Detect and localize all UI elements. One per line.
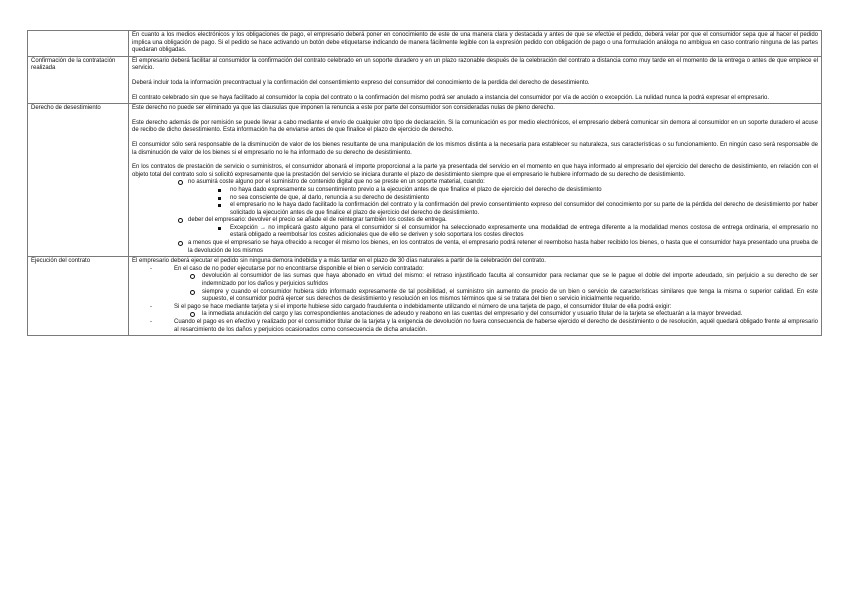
row-content xyxy=(129,104,822,257)
paragraph: El empresario deberá ejecutar el pedido sin ninguna demora indebida y a más tardar en el plazo de 30 días naturales a partir de la celebración del contrato. xyxy=(132,258,546,265)
paragraph: En cuanto a los medios electrónicos y los obligaciones de pago, el empresario deberá poner en conocimiento de este de una manera clara y destacada y antes de que se efectúe el pedido, deberá velar por que el consumidor sepa que al hacer el pedido implica una obligación de pago. Si el pedido se hace activando un botón debe etiquetarse indicando de manera fácilmente legible con la expresión pedido con obligación de pago o una formulación análoga no ambigua en caso contrario ninguna de las partes quedaran obligadas. xyxy=(132,32,818,54)
row-label: Ejecución del contrato xyxy=(28,257,129,336)
table-row xyxy=(28,257,822,336)
row-label xyxy=(28,31,129,57)
paragraph: El contrato celebrado sin que se haya facilitado al consumidor la copia del contrato o la confirmación del mismo podrá ser anulado a instancia del consumidor por vía de acción o excepción. La nulidad nunca la podrá expresar el empresario. xyxy=(132,94,770,101)
row-content xyxy=(129,31,822,57)
paragraph: El empresario deberá facilitar al consumidor la confirmación del contrato celebrado en un soporte duradero y en un plazo razonable después de la celebración del contrato a distancia como muy tarde en el momento de la entrega o antes de que empiece el servicio. xyxy=(132,57,818,72)
table-row xyxy=(28,56,822,103)
dash-bullet-icon: - xyxy=(150,265,152,272)
row-content xyxy=(129,56,822,103)
row-content xyxy=(129,257,822,336)
circle-bullet-icon xyxy=(178,240,183,250)
list-item: no asumirá coste alguno por el suministro de contenido digital que no se preste en un soporte material, cuando: xyxy=(132,179,818,187)
dash-bullet-icon: - xyxy=(150,319,152,325)
list-item: - En el caso de no poder ejecutarse por no encontrarse disponible el bien o servicio contratado: xyxy=(150,265,424,272)
paragraph: Deberá incluir toda la información precontractual y la confirmación del consentimiento expreso del consumidor del conocimiento de la perdida del derecho de desestimiento. xyxy=(132,79,590,86)
dash-bullet-icon: - xyxy=(150,303,152,310)
circle-bullet-icon xyxy=(190,273,195,283)
row-label: Confirmación de la contratación realizada xyxy=(28,56,129,103)
square-bullet-icon xyxy=(218,225,221,234)
list-item: no haya dado expresamente su consentimiento previo a la ejecución antes de que finalice el plazo de ejercicio del derecho de desistimiento xyxy=(132,187,818,195)
table-row xyxy=(28,31,822,57)
document-table xyxy=(27,30,822,336)
list-item: devolución al consumidor de las sumas que haya abonado en virtud del mismo: el retraso injustificado faculta al consumidor para reclamar que se le pague el doble del importe adeudado, sin perjuicio a su derecho de ser indemnizado por los daños y perjuicios sufridos xyxy=(132,273,818,288)
list-item: el empresario no le haya dado facilitado la confirmación del contrato y la confirmación del previo consentimiento expreso del consumidor del conocimiento por su parte de la pérdida del derecho de desistimiento por haber solicitado la ejecución antes de que finalice el plazo de ejercicio del derecho de desistimiento. xyxy=(132,202,818,217)
table-row xyxy=(28,104,822,257)
circle-bullet-icon xyxy=(190,289,195,299)
paragraph: El consumidor sólo será responsable de la disminución de valor de los bienes resultante de una manipulación de los mismos distinta a la necesaria para establecer su naturaleza, sus características o su funcionamiento. En ningún caso será responsable de la disminución de valor de los bienes si el empresario no le ha informado de su derecho de desistimiento. xyxy=(132,141,818,156)
row-label: Derecho de desestimiento xyxy=(28,104,129,257)
list-item: siempre y cuando el consumidor hubiera sido informado expresamente de tal posibilidad, el suministro sin aumento de precio de un bien o servicio de características similares que tenga la misma o superior calidad. En este supuesto, el consumidor podrá ejercer sus derechos de desistimiento y resolución en los mismos términos que si se tratara del bien o servicio inicialmente requerido. xyxy=(132,289,818,304)
paragraph: Este derecho además de por remisión se puede llevar a cabo mediante el envío de cualquier otro tipo de declaración. Si la comunicación es por medio electrónicos, el empresario deberá comunicar sin demora al consumidor en un soporte duradero el acuse de recibo de dicho desestimiento. Esta información ha de enviarse antes de que finalice el plazo de ejercicio de derecho. xyxy=(132,119,818,134)
list-item: deber del empresario: devolver el precio se añade el de reintegrar también los costes de entrega. xyxy=(132,217,818,225)
square-bullet-icon xyxy=(218,202,221,211)
paragraph: Este derecho no puede ser eliminado ya que las clausulas que imponen la renuncia a este por parte del consumidor son consideradas nulas de pleno derecho. xyxy=(132,105,555,112)
list-item: a menos que el empresario se haya ofrecido a recoger él mismo los bienes, en los contratos de venta, el empresario podrá retener el reembolso hasta haber recibido los bienes, o hasta que el consumidor haya presentado una prueba de la devolución de los mismos xyxy=(132,240,818,255)
list-item: no sea consciente de que, al darlo, renuncia a su derecho de desistimiento xyxy=(132,195,818,203)
list-item: Excepción → no implicará gasto alguno para el consumidor si el consumidor ha seleccionado expresamente una modalidad de entrega diferente a la modalidad menos costosa de entrega ordinaria, el empresario no estará obligado a reembolsar los costes adicionales que de ello se deriven y solo soportara los costes directos xyxy=(132,225,818,240)
list-item: - Cuando el pago es en efectivo y realizado por el consumidor titular de la tarjeta y la exigencia de devolución no fuera consecuencia de haberse ejercido el derecho de desistimiento o de resolución, aquél quedará obligado frente al empresario al resarcimiento de los daños y perjuicios ocasionados como consecuencia de dicha anulación. xyxy=(150,319,818,333)
list-item: la inmediata anulación del cargo y las correspondientes anotaciones de adeudo y reabono en las cuentas del empresario y del consumidor y usuario titular de la tarjeta se efectuarán a la mayor brevedad. xyxy=(132,311,818,319)
list-item: - Si el pago se hace mediante tarjeta y si el importe hubiese sido cargado fraudulenta o indebidamente utilizando el número de una tarjeta de pago, el consumidor titular de ella podrá exigir: xyxy=(150,303,672,310)
paragraph: En los contratos de prestación de servicio o suministros, el consumidor abonará el importe proporcional a la parte ya presentada del servicio en el momento en que haya informado al empresario del ejercicio del derecho de desistimiento, en relación con el objeto total del contrato solo si solicitó expresamente que la prestación del servicio se iniciara durante el plazo de desistimiento siempre que el empresario le hubiere informado de su derecho de desistimiento. xyxy=(132,164,818,178)
